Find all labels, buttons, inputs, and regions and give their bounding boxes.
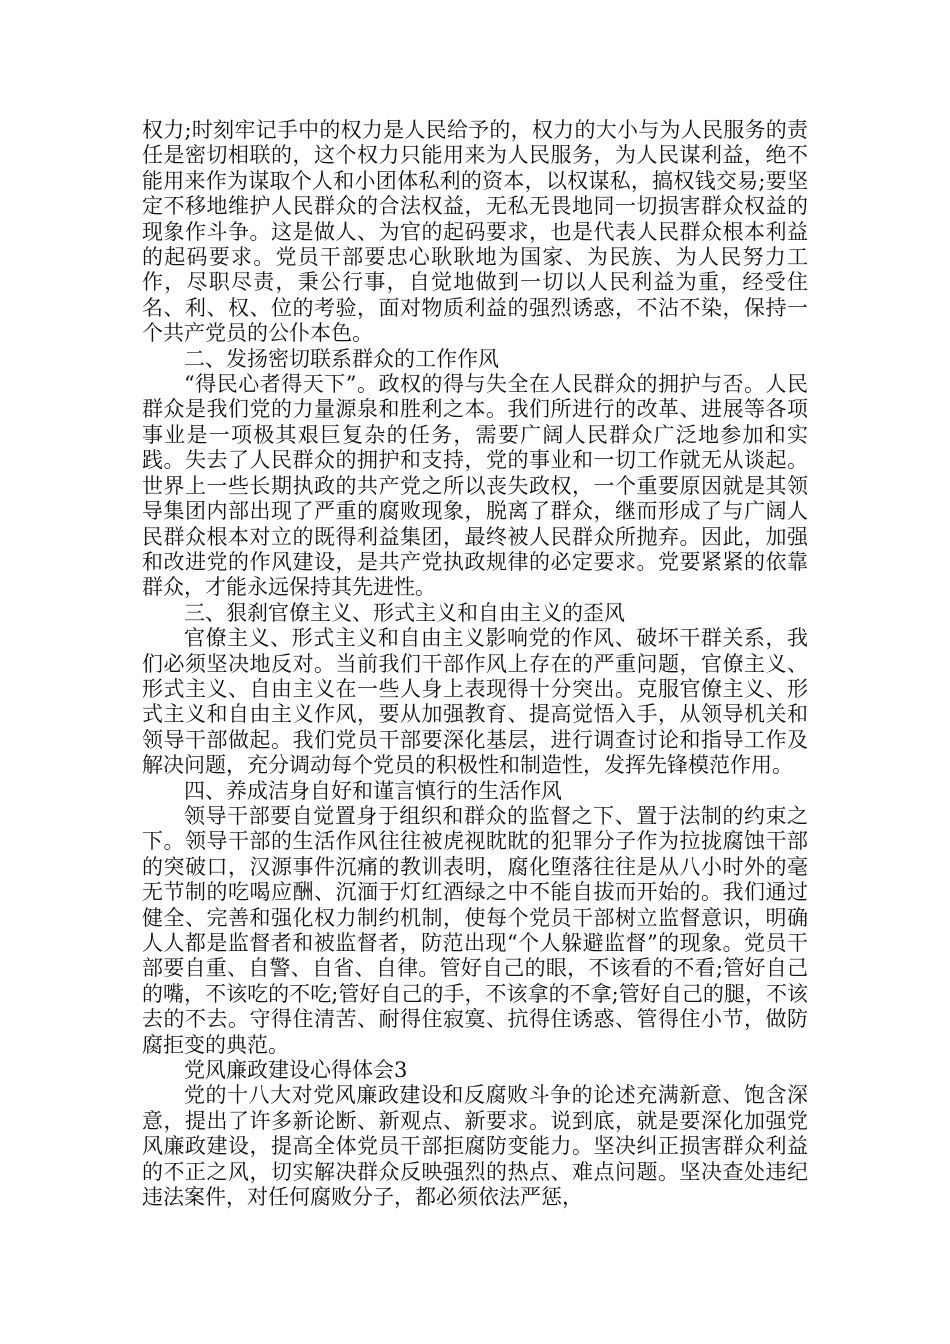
section-heading-2: 二、发扬密切联系群众的工作作风: [184, 346, 499, 371]
document-page: [142, 118, 808, 1210]
section-heading-4: 四、养成洁身自好和谨言慎行的生活作风: [184, 778, 562, 803]
paragraph-power-responsibility: 权力;时刻牢记手中的权力是人民给予的，权力的大小与为人民服务的责任是密切相联的，这个权力只能用来为人民服务，为人民谋利益，绝不能用来作为谋取个人和小团体私利的资本，以权谋私，搞权钱交易;要坚定不移地维护人民群众的合法权益，无私无畏地同一切损害群众权益的现象作斗争。这是做人、为官的起码要求，也是代表人民群众根本利益的起码要求。党员干部要忠心耿耿地为国家、为民族、为人民努力工作，尽职尽责，秉公行事，自觉地做到一切以人民利益为重，经受住名、利、权、位的考验，面对物质利益的强烈诱惑，不沾不染，保持一个共产党员的公仆本色。: [142, 118, 808, 346]
paragraph-lifestyle: 领导干部要自觉置身于组织和群众的监督之下、置于法制的约束之下。领导干部的生活作风往往被虎视眈眈的犯罪分子作为拉拢腐蚀干部的突破口，汉源事件沉痛的教训表明，腐化堕落往往是从八小时外的毫无节制的吃喝应酬、沉湎于灯红酒绿之中不能自拔而开始的。我们通过健全、完善和强化权力制约机制，使每个党员干部树立监督意识，明确人人都是监督者和被监督者，防范出现“个人躲避监督”的现象。党员干部要自重、自警、自省、自律。管好自己的眼，不该看的不看;管好自己的嘴，不该吃的不吃;管好自己的手，不该拿的不拿;管好自己的腿，不该去的不去。守得住清苦、耐得住寂寞、抗得住诱惑、管得住小节，做防腐拒变的典范。: [142, 803, 808, 1057]
essay-title-3: 党风廉政建设心得体会3: [184, 1058, 408, 1083]
section-heading-3: 三、狠刹官僚主义、形式主义和自由主义的歪风: [184, 600, 625, 625]
paragraph-eighteenth-congress: 党的十八大对党风廉政建设和反腐败斗争的论述充满新意、饱含深意，提出了许多新论断、新观点、新要求。说到底，就是要深化加强党风廉政建设，提高全体党员干部拒腐防变能力。坚决纠正损害群众利益的不正之风，切实解决群众反映强烈的热点、难点问题。坚决查处违纪违法案件，对任何腐败分子，都必须依法严惩，: [142, 1083, 808, 1210]
paragraph-mass-line: “得民心者得天下”。政权的得与失全在人民群众的拥护与否。人民群众是我们党的力量源泉和胜利之本。我们所进行的改革、进展等各项事业是一项极其艰巨复杂的任务，需要广阔人民群众广泛地参加和实践。失去了人民群众的拥护和支持，党的事业和一切工作就无从谈起。世界上一些长期执政的共产党之所以丧失政权，一个重要原因就是其领导集团内部出现了严重的腐败现象，脱离了群众，继而形成了与广阔人民群众根本对立的既得利益集团，最终被人民群众所抛弃。因此，加强和改进党的作风建设，是共产党执政规律的必定要求。党要紧紧的依靠群众，才能永远保持其先进性。: [142, 372, 808, 600]
paragraph-bureaucracy: 官僚主义、形式主义和自由主义影响党的作风、破坏干群关系，我们必须坚决地反对。当前我们干部作风上存在的严重问题，官僚主义、形式主义、自由主义在一些人身上表现得十分突出。克服官僚主义、形式主义和自由主义作风，要从加强教育、提高觉悟入手，从领导机关和领导干部做起。我们党员干部要深化基层，进行调查讨论和指导工作及解决问题，充分调动每个党员的积极性和制造性，发挥先锋模范作用。: [142, 626, 808, 778]
